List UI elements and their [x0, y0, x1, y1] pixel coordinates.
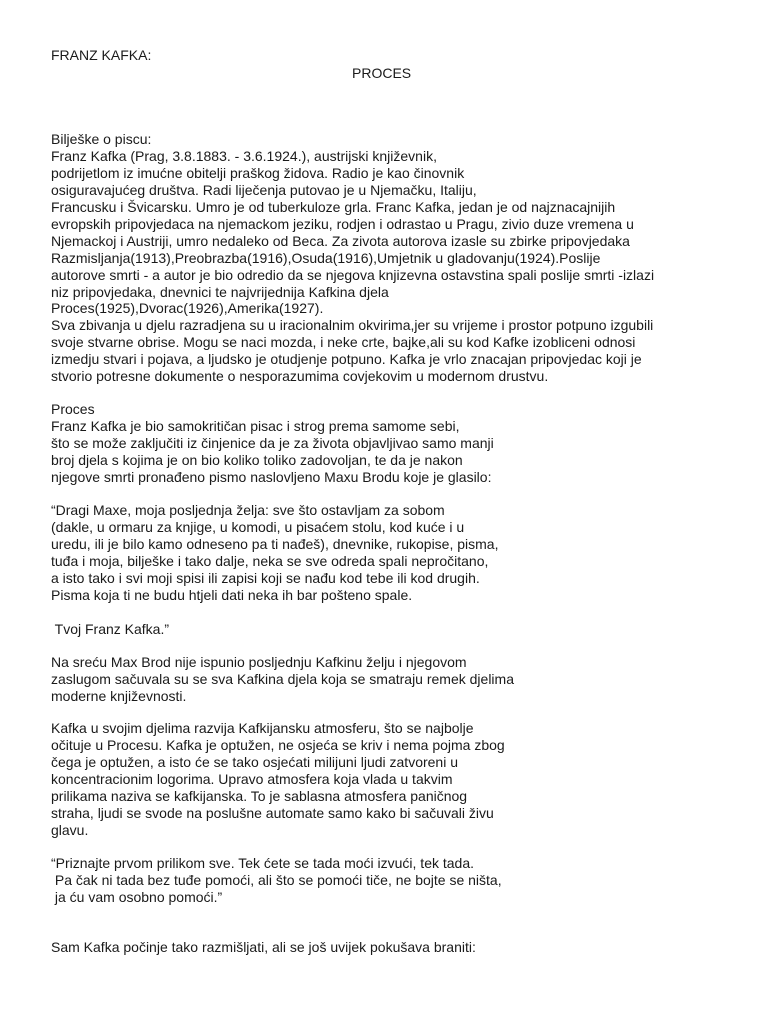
text-line: broj djela s kojima je on bio koliko toliko zadovoljan, te da je nakon: [51, 452, 463, 468]
text-line: glavu.: [51, 822, 89, 838]
quote-line: “Dragi Maxe, moja posljednja želja: sve što ostavljam za sobom: [51, 502, 445, 518]
text-line: koncentracionim logorima. Upravo atmosfera koja vlada u takvim: [51, 771, 453, 787]
section-heading-proces: Proces: [51, 401, 95, 417]
text-line: Franz Kafka je bio samokritičan pisac i strog prema samome sebi,: [51, 418, 460, 434]
quote-line: (dakle, u ormaru za knjige, u komodi, u pisaćem stolu, kod kuće i u: [51, 519, 465, 535]
text-line: osiguravajućeg društva. Radi liječenja putovao je u Njemačku, Italiju,: [51, 182, 477, 198]
section-heading-biography: Bilješke o piscu:: [51, 131, 152, 147]
text-line: stvorio potresne dokumente o nesporazumima covjekovim u modernom drustvu.: [51, 368, 549, 384]
text-line: što se može zaključiti iz činjenice da je za života objavljivao samo manji: [51, 435, 494, 451]
text-line: Franz Kafka (Prag, 3.8.1883. - 3.6.1924.), austrijski književnik,: [51, 148, 437, 164]
text-line: moderne književnosti.: [51, 688, 187, 704]
text-line: njegove smrti pronađeno pismo naslovljeno Maxu Brodu koje je glasilo:: [51, 469, 492, 485]
text-line: Njemackoj i Austriji, umro nedaleko od Beca. Za zivota autorova izasle su zbirke pripovjedaka: [51, 233, 630, 249]
text-line: straha, ljudi se svode na poslušne automate samo kako bi sačuvali živu: [51, 805, 494, 821]
text-line: Na sreću Max Brod nije ispunio posljednju Kafkinu želju i njegovom: [51, 654, 467, 670]
quote-line: ja ću vam osobno pomoći.”: [51, 889, 223, 905]
quote-line: uredu, ili je bilo kamo odneseno pa ti nađeš), dnevnike, rukopise, pisma,: [51, 536, 499, 552]
text-line: autorove smrti - a autor je bio odredio da se njegova knjizevna ostavstina spali poslije smrti -izlazi: [51, 267, 655, 283]
text-line: podrijetlom iz imućne obitelji praškog židova. Radio je kao činovnik: [51, 165, 465, 181]
text-line: prilikama naziva se kafkijanska. To je sablasna atmosfera paničnog: [51, 788, 468, 804]
text-line: Razmisljanja(1913),Preobrazba(1916),Osuda(1916),Umjetnik u gladovanju(1924).Poslije: [51, 250, 601, 266]
text-line: Proces(1925),Dvorac(1926),Amerika(1927).: [51, 300, 324, 316]
text-line: čega je optužen, a isto će se tako osjećati milijuni ljudi zatvoreni u: [51, 754, 458, 770]
text-line: Sam Kafka počinje tako razmišljati, ali se još uvijek pokušava braniti:: [51, 939, 476, 955]
author-heading: FRANZ KAFKA:: [51, 47, 152, 63]
quote-line: tuđa i moja, bilješke i tako dalje, neka se sve odreda spali nepročitano,: [51, 553, 489, 569]
text-line: Kafka u svojim djelima razvija Kafkijansku atmosferu, što se najbolje: [51, 720, 474, 736]
text-line: svoje stvarne obrise. Mogu se naci mozda, i neke crte, bajke,ali su kod Kafke izobliceni odnosi: [51, 334, 636, 350]
text-line: očituje u Procesu. Kafka je optužen, ne osjeća se kriv i nema pojma zbog: [51, 737, 505, 753]
quote-line: a isto tako i svi moji spisi ili zapisi koji se nađu kod tebe ili kod drugih.: [51, 570, 480, 586]
text-line: Sva zbivanja u djelu razradjena su u iracionalnim okvirima,jer su vrijeme i prostor potpuno izgubili: [51, 317, 654, 333]
text-line: zaslugom sačuvala su se sva Kafkina djela koja se smatraju remek djelima: [51, 671, 514, 687]
text-line: niz pripovjedaka, dnevnici te najvrijednija Kafkina djela: [51, 284, 389, 300]
text-line: Francusku i Švicarsku. Umro je od tuberkuloze grla. Franc Kafka, jedan je od najznacajnijih: [51, 199, 616, 215]
quote-signature: Tvoj Franz Kafka.”: [51, 621, 170, 637]
document-title: PROCES: [352, 65, 412, 81]
quote-line: “Priznajte prvom prilikom sve. Tek ćete se tada moći izvući, tek tada.: [51, 855, 475, 871]
quote-line: Pisma koja ti ne budu htjeli dati neka ih bar pošteno spale.: [51, 587, 413, 603]
text-line: evropskih pripovjedaca na njemackom jeziku, rodjen i odrastao u Pragu, zivio duze vremena u: [51, 216, 634, 232]
text-line: izmedju stvari i pojava, a ljudsko je otudjenje potpuno. Kafka je vrlo znacajan pripovjedac koji je: [51, 351, 642, 367]
quote-line: Pa čak ni tada bez tuđe pomoći, ali što se pomoći tiče, ne bojte se ništa,: [51, 872, 502, 888]
